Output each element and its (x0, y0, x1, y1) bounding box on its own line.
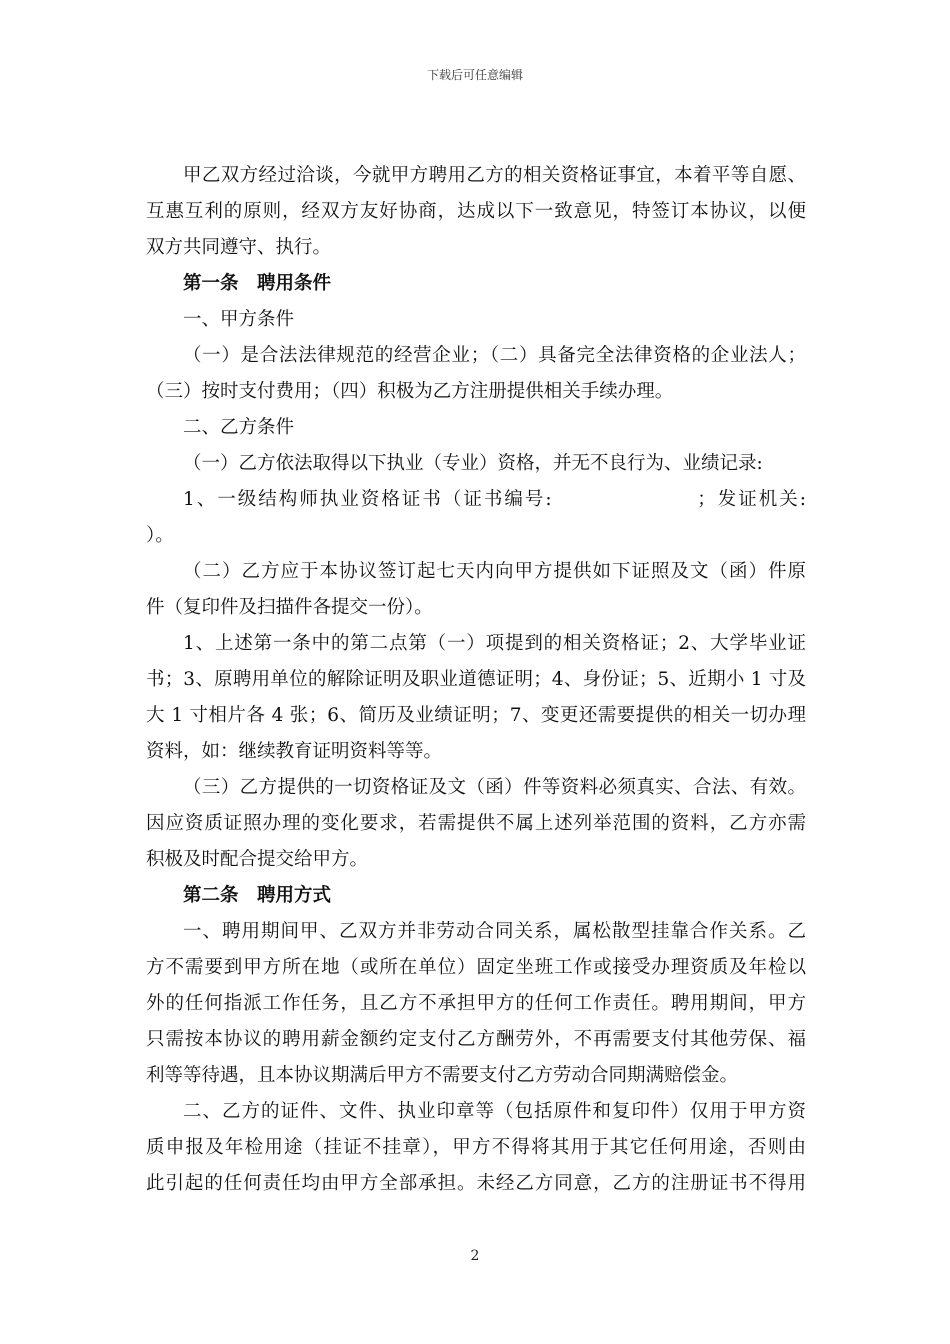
text-line: 质申报及年检用途（挂证不挂章），甲方不得将其用于其它任何用途，否则由 (146, 1137, 806, 1158)
text-line: （一）乙方依法取得以下执业（专业）资格，并无不良行为、业绩记录: (183, 453, 763, 474)
text-line: 此引起的任何责任均由甲方全部承担。未经乙方同意，乙方的注册证书不得用 (146, 1173, 806, 1194)
page-header: 下载后可任意编辑 (426, 68, 523, 82)
text-line: 因应资质证照办理的变化要求，若需提供不属上述列举范围的资料，乙方亦需 (146, 813, 806, 834)
text-line: 利等等待遇，且本协议期满后甲方不需要支付乙方劳动合同期满赔偿金。 (146, 1065, 739, 1086)
document-body (146, 158, 806, 1202)
text-line: 方不需要到甲方所在地（或所在单位）固定坐班工作或接受办理资质及年检以 (146, 957, 806, 978)
text-line: 资料，如：继续教育证明资料等等。 (146, 741, 443, 762)
text-line: 一、甲方条件 (183, 309, 295, 330)
text-line: 双方共同遵守、执行。 (146, 237, 332, 258)
text-line: 二、乙方的证件、文件、执业印章等（包括原件和复印件）仅用于甲方资 (183, 1101, 806, 1122)
text-line: 1、上述第一条中的第二点第（一）项提到的相关资格证；2、大学毕业证 (183, 633, 806, 654)
section-heading: 第二条 聘用方式 (183, 885, 332, 906)
text-line: （一）是合法法律规范的经营企业；（二）具备完全法律资格的企业法人； (183, 345, 806, 366)
text-line: 积极及时配合提交给甲方。 (146, 849, 369, 870)
text-line: ）。 (146, 525, 174, 546)
text-line: 1、一级结构师执业资格证书（证书编号: ；发证机关: (183, 489, 806, 510)
text-line: 件（复印件及扫描件各提交一份）。 (146, 597, 433, 618)
text-line: （二）乙方应于本协议签订起七天内向甲方提供如下证照及文（函）件原 (183, 561, 806, 582)
section-heading: 第一条 聘用条件 (183, 273, 332, 294)
text-line: （三）按时支付费用；（四）积极为乙方注册提供相关手续办理。 (146, 381, 674, 402)
text-line: 书；3、原聘用单位的解除证明及职业道德证明；4、身份证；5、近期小 1 寸及 (146, 669, 806, 690)
text-line: 外的任何指派工作任务，且乙方不承担甲方的任何工作责任。聘用期间，甲方 (146, 993, 806, 1014)
text-line: 只需按本协议的聘用薪金额约定支付乙方酬劳外，不再需要支付其他劳保、福 (146, 1029, 806, 1050)
text-line: 大 1 寸相片各 4 张；6、简历及业绩证明；7、变更还需要提供的相关一切办理 (146, 705, 806, 726)
text-line: 互惠互利的原则，经双方友好协商，达成以下一致意见，特签订本协议，以便 (146, 201, 806, 222)
text-line: 甲乙双方经过洽谈，今就甲方聘用乙方的相关资格证事宜，本着平等自愿、 (183, 165, 806, 186)
text-line: 二、乙方条件 (183, 417, 295, 438)
page-number: 2 (470, 1248, 480, 1264)
text-line: （三）乙方提供的一切资格证及文（函）件等资料必须真实、合法、有效。 (183, 777, 806, 798)
text-line: 一、聘用期间甲、乙双方并非劳动合同关系，属松散型挂靠合作关系。乙 (183, 921, 806, 942)
